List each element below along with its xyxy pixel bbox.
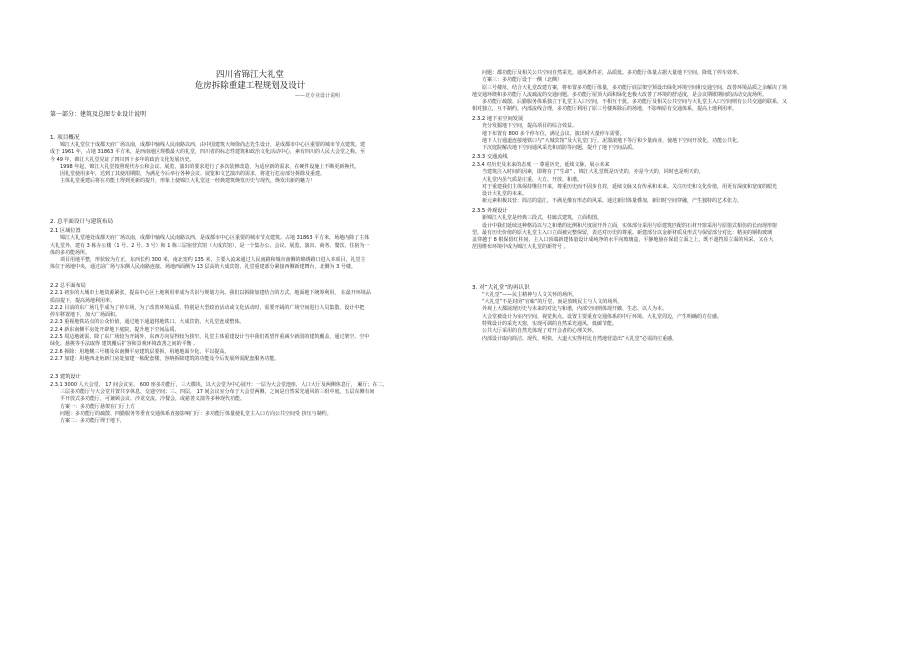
section232-heading: 2.3.2 地下室空间发展 bbox=[472, 115, 524, 122]
list-item: 2.2.1 初步的大城市土地资源紧张，提高中心区土地利用率成为共识与规划方向。我们以拆除加建结合的方式，地面地下统筹利用， 在最开环境品 bbox=[50, 290, 371, 297]
part1-heading: 第一部分：建筑及总图专业设计说明 bbox=[50, 111, 147, 118]
section1-heading: 1. 项目概况 bbox=[50, 135, 80, 141]
section235-body bbox=[472, 215, 872, 251]
document-title-line2: 危房拆除重建工程规划及设计 bbox=[194, 81, 306, 91]
list-item: 大会堂被设计为室内空间、视觉焦点。设置主要重直交通体系的中厅环境、大礼堂周边，产生明确的方位感。 bbox=[482, 313, 723, 320]
document-subtitle: ——竞专业设计说明 bbox=[294, 93, 340, 99]
section235-heading: 2.3.5 外观设计 bbox=[472, 207, 508, 214]
list-item: 2.2.7 加建：用地西北角新门房处加建一栋配套楼，容纳拆除建筑的功能及今后发展所需配套服务功能。 bbox=[50, 355, 280, 362]
list-item: 方案一：多功能厅悬架在门厅上方 bbox=[60, 403, 136, 410]
section3-heading: 3. 对”大礼堂”的再认识 bbox=[472, 284, 530, 291]
section234-body bbox=[472, 162, 872, 206]
list-item: 停车移置地下，加大广场面积。 bbox=[50, 312, 121, 319]
list-item: 问题：多功能厅的疏散、四勤服务等垂直交通体系直接影响门厅：多功能厅体量使礼堂主入口方向公共空间受 挤压与制约。 bbox=[60, 410, 332, 417]
list-item: 相对独立，互不制约。内部流线合理，多功能厅利用了原三号楼拆除后的场地，不影响原有交通体系，提高土地利用率。 bbox=[472, 106, 738, 113]
list-item: 2.2.3 重视地铁站点的公众价值，通过地下通道将地铁口、大成宾馆、大礼堂连成整体。 bbox=[50, 319, 245, 326]
section232-body bbox=[472, 123, 872, 152]
list-item: 地下布置有 800 多个停车位，满足会议、演出时大量停车需要。 bbox=[482, 130, 625, 137]
section2-heading: 2. 总平面设计与建筑布局 bbox=[50, 218, 114, 225]
list-item: 大礼堂内虽气质是庄重、大方、开放、和谐。 bbox=[482, 176, 583, 183]
paragraph: 成于 1961 年，占地 31863 平方米，是西南地区规模最大的礼堂，四川省的标志性建筑和政治文化活动中心，素有四川的人民大会堂之称。至 bbox=[50, 149, 365, 156]
paragraph: 锦江大礼堂地处成都天府广场以南，成都中轴线人民南路以西，是成都市中心区重要的城市节点建筑。占地 31863 平方米，场地内除了主体 bbox=[60, 235, 370, 242]
paragraph: 大礼堂外，建有 3 栋办公楼（1 号、2 号、3 号）和 1 栋三层宿营宾馆（大成宾馆），是一个集办公、会议、展览、演出、商务、餐饮、住宿为一 bbox=[50, 242, 370, 249]
left-column bbox=[50, 70, 450, 426]
list-item: 2.2.2 目前的东广场几乎成为了停车场，为了改善环境品质，特别是大型政治活动或文化活动时，需要开阔的广场空间进行人员集散，设计中把 bbox=[50, 304, 365, 311]
list-item: 2.2.5 周边地就需，除了东广场较为开阔外，东西方向显得较为狭窄。礼堂主体重建设计当中我们希望作重减少新国的建筑覆盖，通过架空、空中 bbox=[50, 334, 370, 341]
list-item: 平开放式多功能厅，可兼顾会议、沙龙交流、冷餐会，或慈善义演等多种现代功能。 bbox=[60, 396, 246, 403]
list-item: 质前提下，提高场地利用率。 bbox=[50, 297, 116, 304]
paragraph: 体的多功能场所。 bbox=[50, 249, 91, 256]
list-item: 2.3.1 3000 人大会堂、 17 间会议室、 600 座多功能厅，三大模块，以大会堂为中心展开：一层为大会堂池座，人口大厅及两侧休息厅， 厢厅；在二、 bbox=[50, 381, 388, 388]
paragraph: 体位于场地中央，通过前广场与东侧人民南路连接。场地西面侧为 13 层高的大成宾馆，礼堂重建部分紧接西侧新建舞台，北侧为 3 号楼。 bbox=[50, 264, 356, 271]
paragraph: 主体礼堂重建后将在功能上得到更新的提升，形象上使锦江大礼堂这一经典建筑焕发历史与现代，焕发出新的魅力！ bbox=[60, 178, 316, 185]
right-column bbox=[472, 70, 872, 343]
list-item: 2.2.6 拆除：用地侧三号楼及东南侧平房建筑层要拆，用地地面少化，平以提高。 bbox=[50, 348, 230, 355]
section1-body bbox=[50, 142, 450, 186]
section3-body bbox=[472, 292, 872, 343]
paragraph: 因礼堂使用多年，达到了其使用期限，为满足今后举行各种会议、展览和文艺演出的需求，将进行危房部分拆除及重建。 bbox=[60, 171, 326, 178]
list-item: 新元素积极其营：简洁的造汇，不满足像有形态的风采，通过新旧体量叠加，新旧时空间穿融，产生独特的艺术张力。 bbox=[482, 198, 743, 205]
list-item: 绿化、悬挑等手法取得 建筑覆后扩容和景观环境改善之间的平衡 。 bbox=[50, 341, 199, 348]
list-item: 方案二：多功能厅埋于地下， bbox=[60, 418, 126, 425]
section21-body bbox=[50, 235, 450, 271]
section23-heading: 2.3 建筑设计 bbox=[50, 374, 81, 381]
list-item: 公共大厅采用的自然光体现了对开会者的心理关怀。 bbox=[482, 328, 598, 335]
section22-heading: 2.2 总平面布局 bbox=[50, 282, 86, 289]
list-item: 对于重建我们主体保持继往开来，尊重历史而不固步自封，延续文脉又有传承和未来。关注历史和文化价值，用更有深度和宽度的眼光 bbox=[482, 183, 778, 190]
list-item: 方案三：多功能厅设于一侧（北侧） bbox=[482, 77, 563, 84]
list-item: 下沉庭院解决地下空间通风采光和消防等问题，提升了地下空间品质。 bbox=[482, 145, 638, 152]
section233-heading: 2.3.3 交通流线 bbox=[472, 154, 508, 161]
list-item: 外观上大都展现历史与未来的对比与和谐，内部空间则体现开敞、生态、以人为本。 bbox=[482, 306, 668, 313]
list-item: 2.3.4 对历史及未来的态度 一 尊重历史，延续文脉，展示未来 bbox=[472, 161, 610, 168]
list-item: 设计大礼堂的未来。 bbox=[482, 191, 528, 198]
list-item: 设计中我们延续这种格局以与之和谐的比例和尺度展开外立面，实体部分采用与原建筑匹配的石材开窗采用与原窗式相仿的长而现形窗 bbox=[482, 222, 778, 229]
section23-body bbox=[50, 382, 450, 426]
list-item: 当建筑注入时间的因素，即将有了“生命” ，锦江大礼堂既是历史的，亦是今天的，同时也是明天的。 bbox=[482, 169, 704, 176]
list-item: 地交通环绕和多功能厅人流疏流的交通问题。多功能厅屋顶大面积绿化也极大改善了环境的舒适度，是会议期歇期间的活动交流场所。 bbox=[472, 91, 768, 98]
list-item: 特殊设计的采光天窗，实现可调的自然采光通风，低碳节能。 bbox=[482, 320, 618, 327]
list-item: 2.2.4 新东南侧平房处开辟地下庭院，提升地下空间品质。 bbox=[50, 326, 180, 333]
paragraph: 今 49 年，锦江大礼堂见证了四川四十多年的政治文化发展历史。 bbox=[50, 156, 195, 163]
list-item: ”大礼堂”不是封闭”官味”的厅堂，而是放映民主与人文的场所。 bbox=[482, 299, 623, 306]
list-item: 多功能厅疏散、后勤服务体系独立于礼堂主入口空间，不相互干扰。多功能厅及相关公共空间与大礼堂主入口空间则有公共交通的联系，又 bbox=[482, 99, 788, 106]
list-item: 地下人行通道连接地铁口与”大城宾馆”及大礼堂门厅。泥溜滚地下等厅和少量商业，使地下空间开放化，功能公共化。 bbox=[482, 137, 743, 144]
section23-continued bbox=[472, 70, 872, 114]
section21-heading: 2.1 区域位置 bbox=[50, 227, 81, 234]
list-item: 盖穿越于 8 根保留红柱间，主入口顶端新建体量设计成纯净的水平向玻璃盒，平静地悬在保留立面之上，既不遮挡原立面的风采，又在大 bbox=[472, 237, 774, 244]
list-item: 原三号楼址，结合大礼堂改建方案，将布置多功能厅体量，多功能厅底层架空预设出绿化环境空间和交通空间，改善环境品质之余解决了场 bbox=[482, 84, 788, 91]
list-item: 充分发掘地下空间，提高项目的综合效益。 bbox=[482, 123, 578, 130]
list-item: ”大礼堂”——民主精神与人文关怀的场所。 bbox=[482, 291, 578, 298]
list-item: 三层多功能厅与大会堂并置共享休息，交通空间；三、四层， 17 间会议室分布于大会堂两侧，之间是自然采光通风的三组中庭。五层东侧有间 bbox=[60, 389, 375, 396]
paragraph: 锦江大礼堂位于成都天府广场以南，成都中轴线人民南路以西，由中国建筑大师徐尚志先生设计，是成都市中心区重要的城市节点建筑。建 bbox=[60, 142, 366, 148]
list-item: 新锦江大礼堂是经典三段式，柱廊式建筑，立面构图。 bbox=[482, 215, 603, 222]
list-item: 问题：都功能厅及相关公共空间自然采光、通风条件差，品质低。多功能厅体量占据大量地下空间，降低了停车效率。 bbox=[482, 70, 743, 76]
document-title-line1: 四川省锦江大礼堂 bbox=[215, 70, 284, 80]
list-item: 范围维布环境中成为锦江大礼堂的新符号 。 bbox=[472, 244, 569, 251]
paragraph: 项目用地平整，形状较为方正，东西长约 300 米，南北宽约 135 米，主要入流来通过人民南路和城市南侧的锦绣路口进入本项目，礼堂主 bbox=[60, 257, 366, 264]
title-block bbox=[50, 70, 450, 100]
paragraph: 1998 年起，锦江大礼堂按照现代办公和会议、展览、演出的要求进行了多次装修改造，为适应新的需求，在硬件设施上不断更新换代。 bbox=[60, 163, 360, 170]
list-item: 型。最有历史价值的原大礼堂主入口立面被完整保留，表达对历史的尊重。新建部分以金新材质及形式与保留部分对比：精美的钢构玻璃 bbox=[472, 229, 773, 236]
section22-body bbox=[50, 290, 450, 363]
list-item: 内部设计取向简洁、现代、明快，大道大实得村比自然地营造出”大礼堂”必需的庄重感。 bbox=[482, 335, 678, 342]
